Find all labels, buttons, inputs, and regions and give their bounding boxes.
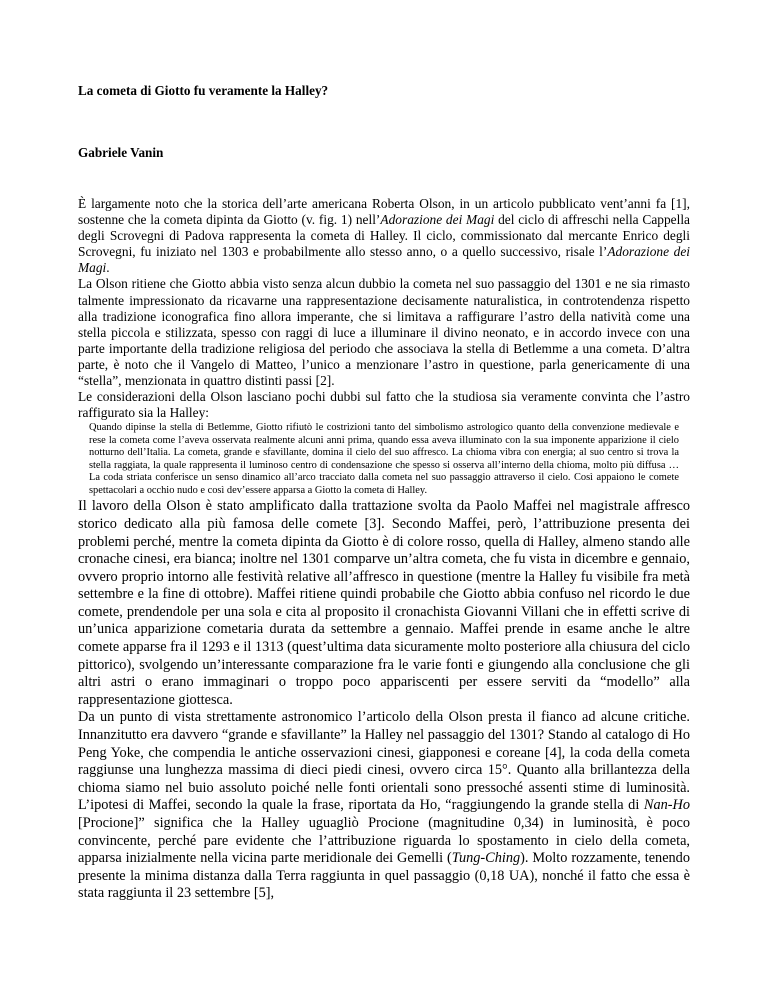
italic-title: Adorazione dei Magi — [380, 212, 495, 228]
italic-term: Tung-Ching — [451, 850, 521, 867]
italic-term: Nan-Ho — [643, 797, 690, 814]
author-name: Gabriele Vanin — [78, 145, 164, 160]
text-run: È largamente noto che la storica dell’arte americana Roberta Olson, in un articolo pubblicato vent’anni fa [1], sostenne che la cometa dipinta da Giotto (v. fig. 1) nell’ — [78, 196, 690, 228]
block-quote: Quando dipinse la stella di Betlemme, Giotto rifiutò le costrizioni tanto del simbolismo astrologico quanto della convenzione medievale e rese la cometa come l’aveva osservata realmente alcuni anni prima, quando essa aveva illuminato con la sua imponente apparizione il cielo notturno dell’Italia. La cometa, grande e sfavillante, domina il cielo del suo affresco. La chioma vibra con energia; al suo centro si trova la stella raggiata, la quale rappresenta il luminoso centro di condensazione che spesso si osserva all’interno della chioma, molto più diffusa … La coda striata conferisce un senso dinamico all’arco tracciato dalla cometa nel suo passaggio attraverso il cielo. Così appaiono le comete spettacolari a occhio nudo e così dev’essere apparsa a Giotto la cometa di Halley. — [89, 422, 679, 496]
text-run: . — [106, 260, 110, 276]
text-run: Da un punto di vista strettamente astronomico l’articolo della Olson presta il fianco ad alcune critiche. Innanzitutto era davvero “grande e sfavillante” la Halley nel passaggio del 1301? Stando al catalogo di Ho Peng Yoke, che compendia le antiche osservazioni cinesi, giapponesi e coreane [4], la coda della cometa raggiunse una lunghezza massima di dieci piedi cinesi, ovvero circa 15°. Quanto alla brillantezza della chioma siamo nel buio assoluto poiché nelle fonti orientali sono pressoché assenti stime di luminosità. L’ipotesi di Maffei, secondo la quale la frase, riportata da Ho, “raggiungendo la grande stella di — [78, 709, 690, 814]
paragraph-3: Le considerazioni della Olson lasciano pochi dubbi sul fatto che la studiosa sia veramente convinta che l’astro raffigurato sia la Halley: — [78, 389, 690, 421]
body-continued — [78, 498, 690, 903]
italic-title: Adorazione dei Magi — [78, 244, 691, 276]
paragraph-1 — [78, 196, 690, 276]
article-body — [78, 196, 690, 903]
text-run: [Procione]” significa che la Halley uguagliò Procione (magnitudine 0,34) in luminosità, è poco convincente, perché pare evidente che l’attribuzione riguarda lo spostamento in cielo della cometa, apparsa inizialmente nella vicina parte meridionale dei Gemelli ( — [78, 815, 690, 867]
text-run: ). Molto rozzamente, tenendo presente la minima distanza dalla Terra raggiunta in quel passaggio (0,18 UA), nonché il fatto che essa è stata raggiunta il 23 settembre [5], — [78, 850, 690, 902]
paragraph-4: Il lavoro della Olson è stato amplificato dalla trattazione svolta da Paolo Maffei nel magistrale affresco storico dedicato alla più famosa delle comete [3]. Secondo Maffei, però, l’attribuzione presenta dei problemi perché, mentre la cometa dipinta da Giotto è di colore rosso, quella di Halley, almeno stando alle cronache cinesi, era bianca; inoltre nel 1301 comparve un’altra cometa, che fu vista in dicembre e gennaio, ovvero proprio intorno alle festività relative all’affresco in questione (mentre la Halley fu visibile fra metà settembre e la fine di ottobre). Maffei ritiene quindi probabile che Giotto abbia confuso nel ricordo le due comete, prendendole per una sola e cita al proposito il cronachista Giovanni Villani che in effetti scrive di un’unica apparizione cometaria durata da settembre a gennaio. Maffei prende in esame anche le altre comete apparse fra il 1293 e il 1313 (quest’ultima data sicuramente molto posteriore alla chiusura del ciclo pittorico), svolgendo un’interessante comparazione fra le varie fonti e giungendo alla conclusione che gli altri astri o erano immaginari o troppo poco appariscenti per essere serviti da “modello” alla rappresentazione giottesca. — [78, 498, 690, 708]
paper-title: La cometa di Giotto fu veramente la Halley? — [78, 83, 329, 98]
paragraph-5 — [78, 709, 690, 903]
text-run: del ciclo di affreschi nella Cappella degli Scrovegni di Padova rappresenta la cometa di Halley. Il ciclo, commissionato dal mercante Enrico degli Scrovegni, fu iniziato nel 1303 e probabilmente allo stesso anno, o a quello successivo, risale l’ — [78, 212, 690, 260]
paragraph-2: La Olson ritiene che Giotto abbia visto senza alcun dubbio la cometa nel suo passaggio del 1301 e ne sia rimasto talmente impressionato da ricavarne una rappresentazione decisamente naturalistica, in controtendenza rispetto alla tradizione iconografica fino allora imperante, che si limitava a raffigurare l’astro della natività come una stella piccola e stilizzata, spesso con raggi di luce a illuminare il divino neonato, e in accordo invece con una parte importante della tradizione religiosa del periodo che associava la stella di Betlemme a una cometa. D’altra parte, è noto che il Vangelo di Matteo, l’unico a menzionare l’astro in questione, parla genericamente di una “stella”, menzionata in quattro distinti passi [2]. — [78, 276, 690, 389]
